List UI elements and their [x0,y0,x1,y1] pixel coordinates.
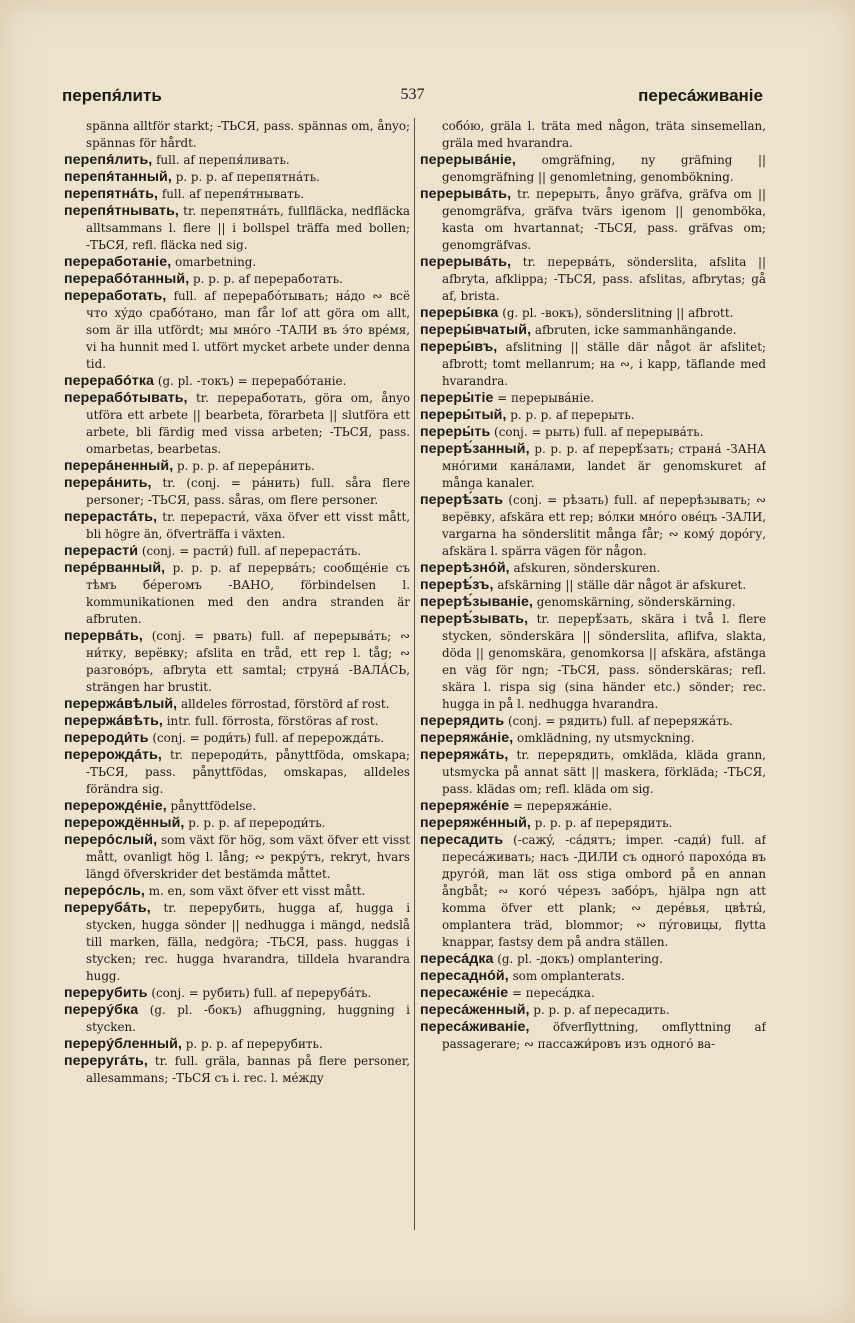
dictionary-entry [64,747,410,798]
entry-definition: som omplanterats. [508,969,625,983]
dictionary-entry [420,985,766,1002]
page-header [62,86,763,110]
dictionary-entry [420,968,766,985]
entry-definition: öfverflyttning, omflyttning af passagerare; ∾ пассажи́ровъ изъ одногó ва- [442,1020,766,1051]
dictionary-entry [64,985,410,1002]
entry-definition: (conj. = рыть) full. af перерывáть. [490,425,704,439]
entry-headword: перепятнáть, [64,186,159,202]
entry-headword: перепя́танный, [64,169,172,185]
entry-definition: p. p. p. af перерядить. [530,816,673,830]
entry-definition: (g. pl. -бокъ) afhuggning, huggning i stycken. [86,1003,410,1034]
entry-headword: пересáженный, [420,1002,530,1018]
dictionary-entry [420,798,766,815]
dictionary-entry [420,152,766,186]
entry-definition: tr. перервáть, sönderslita, afslita || afbryta, afklippa; -ТЬСЯ, pass. afslitas, afbrytas; gå af, brista. [442,255,766,303]
entry-definition: = пересáдка. [508,986,595,1000]
entry-definition: spänna alltför starkt; -ТЬСЯ, pass. spännas om, ånyo; spännas för hårdt. [86,119,410,150]
dictionary-entry [420,339,766,390]
entry-headword: перерáнить, [64,475,152,491]
dictionary-entry [420,424,766,441]
dictionary-entry [420,186,766,254]
dictionary-entry [420,1002,766,1019]
entry-headword: пересажéніе [420,985,509,1001]
dictionary-entry [64,373,410,390]
entry-definition: (g. pl. -вокъ), sönderslitning || afbrott. [498,306,734,320]
entry-definition: full. af перерабóтывать; нáдо ∾ всё что хýдо срабóтано, man får lof att göra om allt, som är illa utfördt; мы мнóго -ТАЛИ въ э́то врéмя, vi ha hunnit med l. utfört mycket arbete under denna tid. [86,289,410,371]
dictionary-entry [420,322,766,339]
entry-definition: tr. перерыть, ånyo gräfva, gräfva om || genomgräfva, gräfva tvärs igenom || genomböka, kasta om hvartannat; -ТЬСЯ, pass. gräfvas om; genomgräfvas. [442,187,766,252]
entry-headword: перерóсль, [64,883,145,899]
entry-headword: перерабóтка [64,373,155,389]
entry-definition: (conj. = рѣзать) full. af перерѣзывать; ∾ верёвку, afskära ett rep; вóлки мнóго овéцъ -ЗАЛИ, vargarna ha sönderslitit många får; ∾ комý дорóгу, afskära l. spärra vägen för någon. [442,493,766,558]
entry-definition: p. p. p. af переработать. [189,272,343,286]
entry-headword: перерядить [420,713,505,729]
entry-headword: перерывáть, [420,186,512,202]
entry-headword: переряжéніе [420,798,510,814]
entry-definition: omarbetning. [171,255,257,269]
entry-headword: перерѣ́зывать, [420,611,529,627]
dictionary-entry [64,271,410,288]
dictionary-entry [420,118,766,152]
dictionary-entry [64,832,410,883]
dictionary-entry [64,798,410,815]
dictionary-entry [64,1036,410,1053]
entry-definition: tr. перерасти́, växa öfver ett visst mått, bli högre än, öfverträffa i växten. [86,510,410,541]
entry-definition: full. af перепя́тнывать. [158,187,304,201]
entry-definition: p. p. p. af пересадить. [529,1003,670,1017]
entry-headword: переры́въ, [420,339,498,355]
dictionary-entry [420,305,766,322]
header-guide-word-left: перепя́лить [62,86,162,105]
entry-definition: pånyttfödelse. [166,799,257,813]
entry-definition: (conj. = рубить) full. af перерубáть. [147,986,372,1000]
entry-headword: пересаднóй, [420,968,509,984]
entry-definition: = перерывáніе. [493,391,595,405]
dictionary-entry [64,815,410,832]
entry-definition: p. p. p. af перерáнить. [173,459,315,473]
dictionary-entry [64,713,410,730]
entry-headword: перерождáть, [64,747,162,763]
entry-headword: перерѣ́зать [420,492,504,508]
dictionary-entry [64,543,410,560]
dictionary-entry [420,577,766,594]
dictionary-entry [420,611,766,713]
dictionary-entry [64,560,410,628]
entry-definition: afslitning || ställe där något är afslitet; afbrott; tomt mellanrum; на ∾, i kapp, täflande med hvarandra. [442,340,766,388]
entry-definition: tr. перероди́ть, pånyttföda, omskapa; -ТЬСЯ, pass. pånyttfödas, omskapas, alldeles förändra sig. [86,748,410,796]
entry-definition: tr. перерѣ́зать, skära i två l. flere stycken, sönderskära || sönderslita, aflifva, slakta, döda || genomskära, genomkorsa || afskära, afstänga en väg för ngn; -ТЬСЯ, pass. sönderskäras; refl. skära l. rispa sig (sina händer etc.) sönder; rec. hugga in på l. nedhugga hvarandra. [442,612,766,711]
entry-headword: перерубáть, [64,900,151,916]
dictionary-entry [64,696,410,713]
entry-headword: переры́тіе [420,390,494,406]
dictionary-entry [420,747,766,798]
entry-headword: перерубить [64,985,148,1001]
entry-headword: переработать, [64,288,167,304]
dictionary-entry [420,492,766,560]
entry-headword: перержáвѣлый, [64,696,178,712]
entry-definition: (g. pl. -докъ) omplantering. [493,952,663,966]
entry-headword: переряжáніе, [420,730,514,746]
entry-headword: перержáвѣть, [64,713,163,729]
page-number: 537 [400,86,425,103]
entry-headword: перерабóтывать, [64,390,188,406]
dictionary-entry [420,441,766,492]
entry-definition: tr. перерядить, omkläda, kläda grann, utsmycka på annat sätt || maskera, förkläda; -ТЬСЯ, pass. klädas om; refl. kläda om sig. [442,748,766,796]
left-column [64,118,410,1228]
entry-definition: p. p. p. af перерубить. [182,1037,323,1051]
entry-headword: пересáживаніе, [420,1019,530,1035]
entry-headword: перерождённый, [64,815,185,831]
entry-headword: переры́ть [420,424,491,440]
dictionary-entry [64,186,410,203]
header-guide-word-right: пересáживаніе [638,86,763,105]
column-divider [414,118,415,1230]
entry-headword: переры́тый, [420,407,507,423]
entry-definition: som växt för hög, som växt öfver ett visst mått, ovanligt hög l. lång; ∾ рекрýтъ, rekryt, hvars längd öfverskrider det bestämda måttet. [86,833,410,881]
entry-headword: перерýбленный, [64,1036,183,1052]
dictionary-entry [64,628,410,696]
dictionary-entry [64,288,410,373]
entry-headword: пересáдка [420,951,494,967]
entry-headword: перерастáть, [64,509,158,525]
entry-definition: p. p. p. af перервáть; сообщéніе съ тѣмъ бéрегомъ -ВАНО, förbindelsen l. kommunikationen med den andra stranden är afbruten. [86,561,410,626]
entry-definition: p. p. p. af перероди́ть. [184,816,326,830]
entry-headword: пересадить [420,832,504,848]
dictionary-entry [420,832,766,951]
entry-headword: перерѣзнóй, [420,560,510,576]
entry-definition: tr. (conj. = рáнить) full. såra flere personer; -ТЬСЯ, pass. såras, om flere personer. [86,476,410,507]
dictionary-entry [64,730,410,747]
entry-headword: перерывáніе, [420,152,516,168]
entry-headword: перерасти́ [64,543,139,559]
dictionary-entry [420,407,766,424]
entry-headword: перерýбка [64,1002,139,1018]
entry-headword: перервáть, [64,628,143,644]
entry-definition: afbruten, icke sammanhängande. [531,323,737,337]
right-column [420,118,766,1228]
entry-definition: (conj. = роди́ть) full. af перерождáть. [148,731,384,745]
entry-definition: p. p. p. af перерѣ́зать; странá -ЗАНА мнóгими канáлами, landet är genomskuret af många kanaler. [442,442,766,490]
dictionary-entry [64,254,410,271]
dictionary-entry [420,730,766,747]
entry-headword: переругáть, [64,1053,148,1069]
entry-headword: перероди́ть [64,730,149,746]
entry-definition: p. p. p. af перепятнáть. [171,170,320,184]
dictionary-entry [420,560,766,577]
dictionary-entry [64,203,410,254]
entry-definition: = переряжáніе. [509,799,613,813]
dictionary-entry [64,169,410,186]
entry-definition: tr. full. gräla, bannas på flere personer, allesammans; -ТЬСЯ съ i. rec. l. мéжду [86,1054,410,1085]
dictionary-entry [64,509,410,543]
dictionary-entry [64,1053,410,1087]
entry-definition: (g. pl. -токъ) = перерабóтаніе. [154,374,347,388]
dictionary-entry [420,594,766,611]
dictionary-entry [420,815,766,832]
entry-headword: перерѣ́занный, [420,441,530,457]
entry-headword: перепя́лить, [64,152,153,168]
entry-definition: afskuren, sönderskuren. [509,561,661,575]
entry-headword: переры́вчатый, [420,322,532,338]
dictionary-entry [64,152,410,169]
dictionary-entry [420,390,766,407]
dictionary-entry [420,1019,766,1053]
dictionary-entry [420,713,766,730]
entry-headword: перéрванный, [64,560,166,576]
entry-definition: (conj. = рвать) full. af перерывáть; ∾ ни́тку, верёвку; afslita en tråd, ett rep l. tåg; ∾ разговóръ, afbryta ett samtal; струнá -ВАЛÁСЬ, strängen har brustit. [86,629,410,694]
entry-headword: перепя́тнывать, [64,203,179,219]
entry-definition: alldeles förrostad, förstörd af rost. [177,697,390,711]
dictionary-entry [64,118,410,152]
entry-headword: переработаніе, [64,254,172,270]
entry-definition: genomskärning, sönderskärning. [533,595,736,609]
entry-headword: перерѣ́зъ, [420,577,494,593]
entry-headword: переряжéнный, [420,815,531,831]
entry-definition: omklädning, ny utsmyckning. [513,731,695,745]
entry-definition: (-сажý, -сáдятъ; imper. -сади́) full. af пересáживать; насъ -ДИЛИ съ одногó парохóда въ другóй, man lät oss stiga ombord på en annan ångbåt; ∾ когó чéрезъ забóръ, hjälpa ngn att komma öfver ett plank; ∾ дерéвья, цвѣты́, omplantera träd, blommor; ∾ пýговицы, flytta knappar, fastsy dem på andra ställen. [442,833,766,949]
entry-headword: перерáненный, [64,458,174,474]
entry-definition: afskärning || ställe där något är afskuret. [493,578,747,592]
dictionary-entry [64,1002,410,1036]
dictionary-entry [420,951,766,968]
entry-definition: tr. переработать, göra om, ånyo utföra ett arbete || bearbeta, förarbeta || slutföra ett arbete, bli färdig med vissa arbeten; -ТЬСЯ, pass. omarbetas, bearbetas. [86,391,410,456]
entry-headword: перерождéніе, [64,798,167,814]
entry-headword: перерѣ́зываніе, [420,594,533,610]
entry-definition: tr. перерубить, hugga af, hugga i stycken, hugga sönder || nedhugga i mängd, nedslå till marken, fälla, nedgöra; -ТЬСЯ, pass. huggas i stycken; rec. hugga hvarandra, tilldela hvarandra hugg. [86,901,410,983]
dictionary-entry [64,883,410,900]
entry-definition: m. en, som växt öfver ett visst mått. [144,884,366,898]
entry-headword: переры́вка [420,305,499,321]
entry-definition: (conj. = рядить) full. af переряжáть. [504,714,733,728]
dictionary-entry [64,900,410,985]
dictionary-entry [64,458,410,475]
dictionary-entry [64,390,410,458]
entry-definition: (conj. = расти́) full. af перерастáть. [138,544,362,558]
entry-definition: intr. full. förrosta, förstöras af rost. [162,714,379,728]
dictionary-entry [420,254,766,305]
entry-headword: перерóслый, [64,832,158,848]
entry-definition: full. af перепя́ливать. [152,153,290,167]
entry-definition: p. p. p. af перерыть. [506,408,635,422]
entry-definition: tr. перепятнáть, fullfläcka, nedfläcka alltsammans l. flere || i bollspel träffa med bollen; -ТЬСЯ, refl. fläcka ned sig. [86,204,410,252]
dictionary-entry [64,475,410,509]
entry-headword: перерабóтанный, [64,271,190,287]
entry-definition: omgräfning, ny gräfning || genomgräfning || genomletning, genombökning. [442,153,766,184]
entry-headword: перерывáть, [420,254,512,270]
entry-definition: собóю, gräla l. träta med någon, träta sinsemellan, gräla med hvarandra. [442,119,766,150]
entry-headword: переряжáть, [420,747,509,763]
